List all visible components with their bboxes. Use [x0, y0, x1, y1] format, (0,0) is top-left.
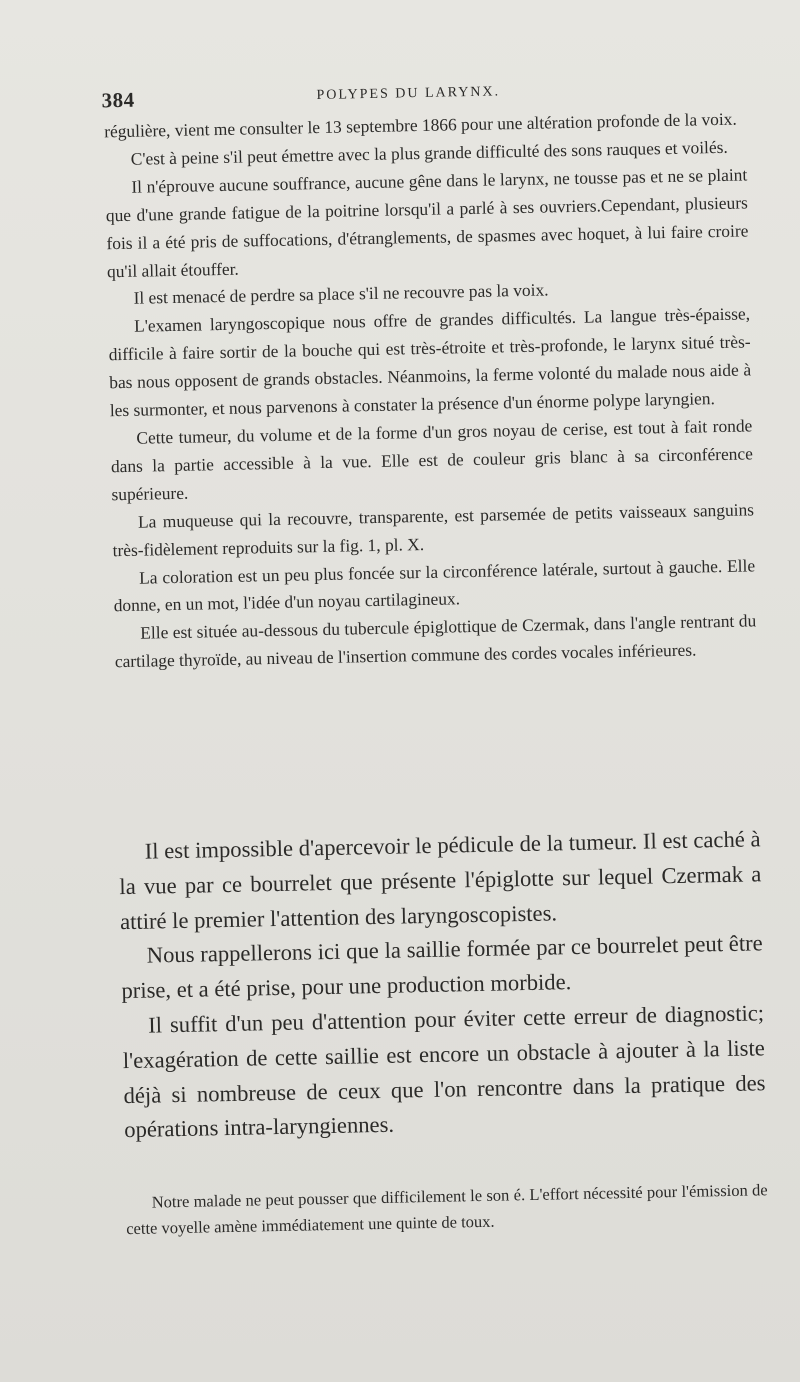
footnote: [125, 1177, 768, 1242]
paragraph: Il n'éprouve aucune souffrance, aucune gêne dans le larynx, ne tousse pas et ne se plaint que d'une grande fatigue de la poitrine lorsqu'il a parlé à ses ouvriers.Cependant, plusieurs fois il a été pris de suffocations, d'étranglements, de spasmes avec hoquet, à lui faire croire qu'il allait étouffer.: [105, 164, 749, 281]
paragraph: L'examen laryngoscopique nous offre de grandes difficultés. La langue très-épaisse, difficile à faire sortir de la bouche qui est très-étroite et très-profonde, le larynx situé très-bas nous opposent de grands obstacles. Néanmoins, la ferme volonté du malade nous aide à les surmonter, et nous parvenons à constater la présence d'un énorme polype laryngien.: [108, 303, 752, 421]
paragraph: Nous rappellerons ici que la saillie formée par ce bourrelet peut être prise, et a été prise, pour une production morbide.: [121, 930, 763, 1004]
running-head: POLYPES DU LARYNX.: [316, 84, 501, 104]
paragraph: Notre malade ne peut pousser que difficilement le son é. L'effort nécessité pour l'émission de cette voyelle amène immédiatement une quinte de toux.: [126, 1180, 768, 1239]
paragraph: régulière, vient me consulter le 13 septembre 1866 pour une altération profonde de la voix.: [104, 108, 737, 142]
paragraph: Il est impossible d'apercevoir le pédicule de la tumeur. Il est caché à la vue par ce bourrelet que présente l'épiglotte sur lequel Czermak a attiré le premier l'attention des laryngoscopistes.: [119, 826, 762, 934]
commentary: [118, 822, 766, 1148]
case-description: [104, 105, 757, 676]
paragraph: La coloration est un peu plus foncée sur la circonférence latérale, surtout à gauche. Elle donne, en un mot, l'idée d'un noyau cartilagineux.: [113, 554, 756, 616]
page-number: 384: [101, 87, 135, 113]
paragraph: Il est menacé de perdre sa place s'il ne recouvre pas la voix.: [133, 279, 549, 309]
paragraph: Elle est située au-dessous du tubercule épiglottique de Czermak, dans l'angle rentrant du cartilage thyroïde, au niveau de l'insertion commune des cordes vocales inférieures.: [114, 610, 757, 672]
paragraph: C'est à peine s'il peut émettre avec la plus grande difficulté des sons rauques et voilés.: [130, 136, 728, 169]
paragraph: Cette tumeur, du volume et de la forme d'un gros noyau de cerise, est tout à fait ronde dans la partie accessible à la vue. Elle est de couleur gris blanc à sa circonférence supérieure.: [110, 415, 754, 505]
paragraph: La muqueuse qui la recouvre, transparente, est parsemée de petits vaisseaux sanguins très-fidèlement reproduits sur la fig. 1, pl. X.: [112, 499, 755, 560]
paragraph: Il suffit d'un peu d'attention pour éviter cette erreur de diagnostic; l'exagération de cette saillie est encore un obstacle à ajouter à la liste déjà si nombreuse de ceux que l'on rencontre dans la pratique des opérations intra-laryngiennes.: [122, 1000, 766, 1143]
